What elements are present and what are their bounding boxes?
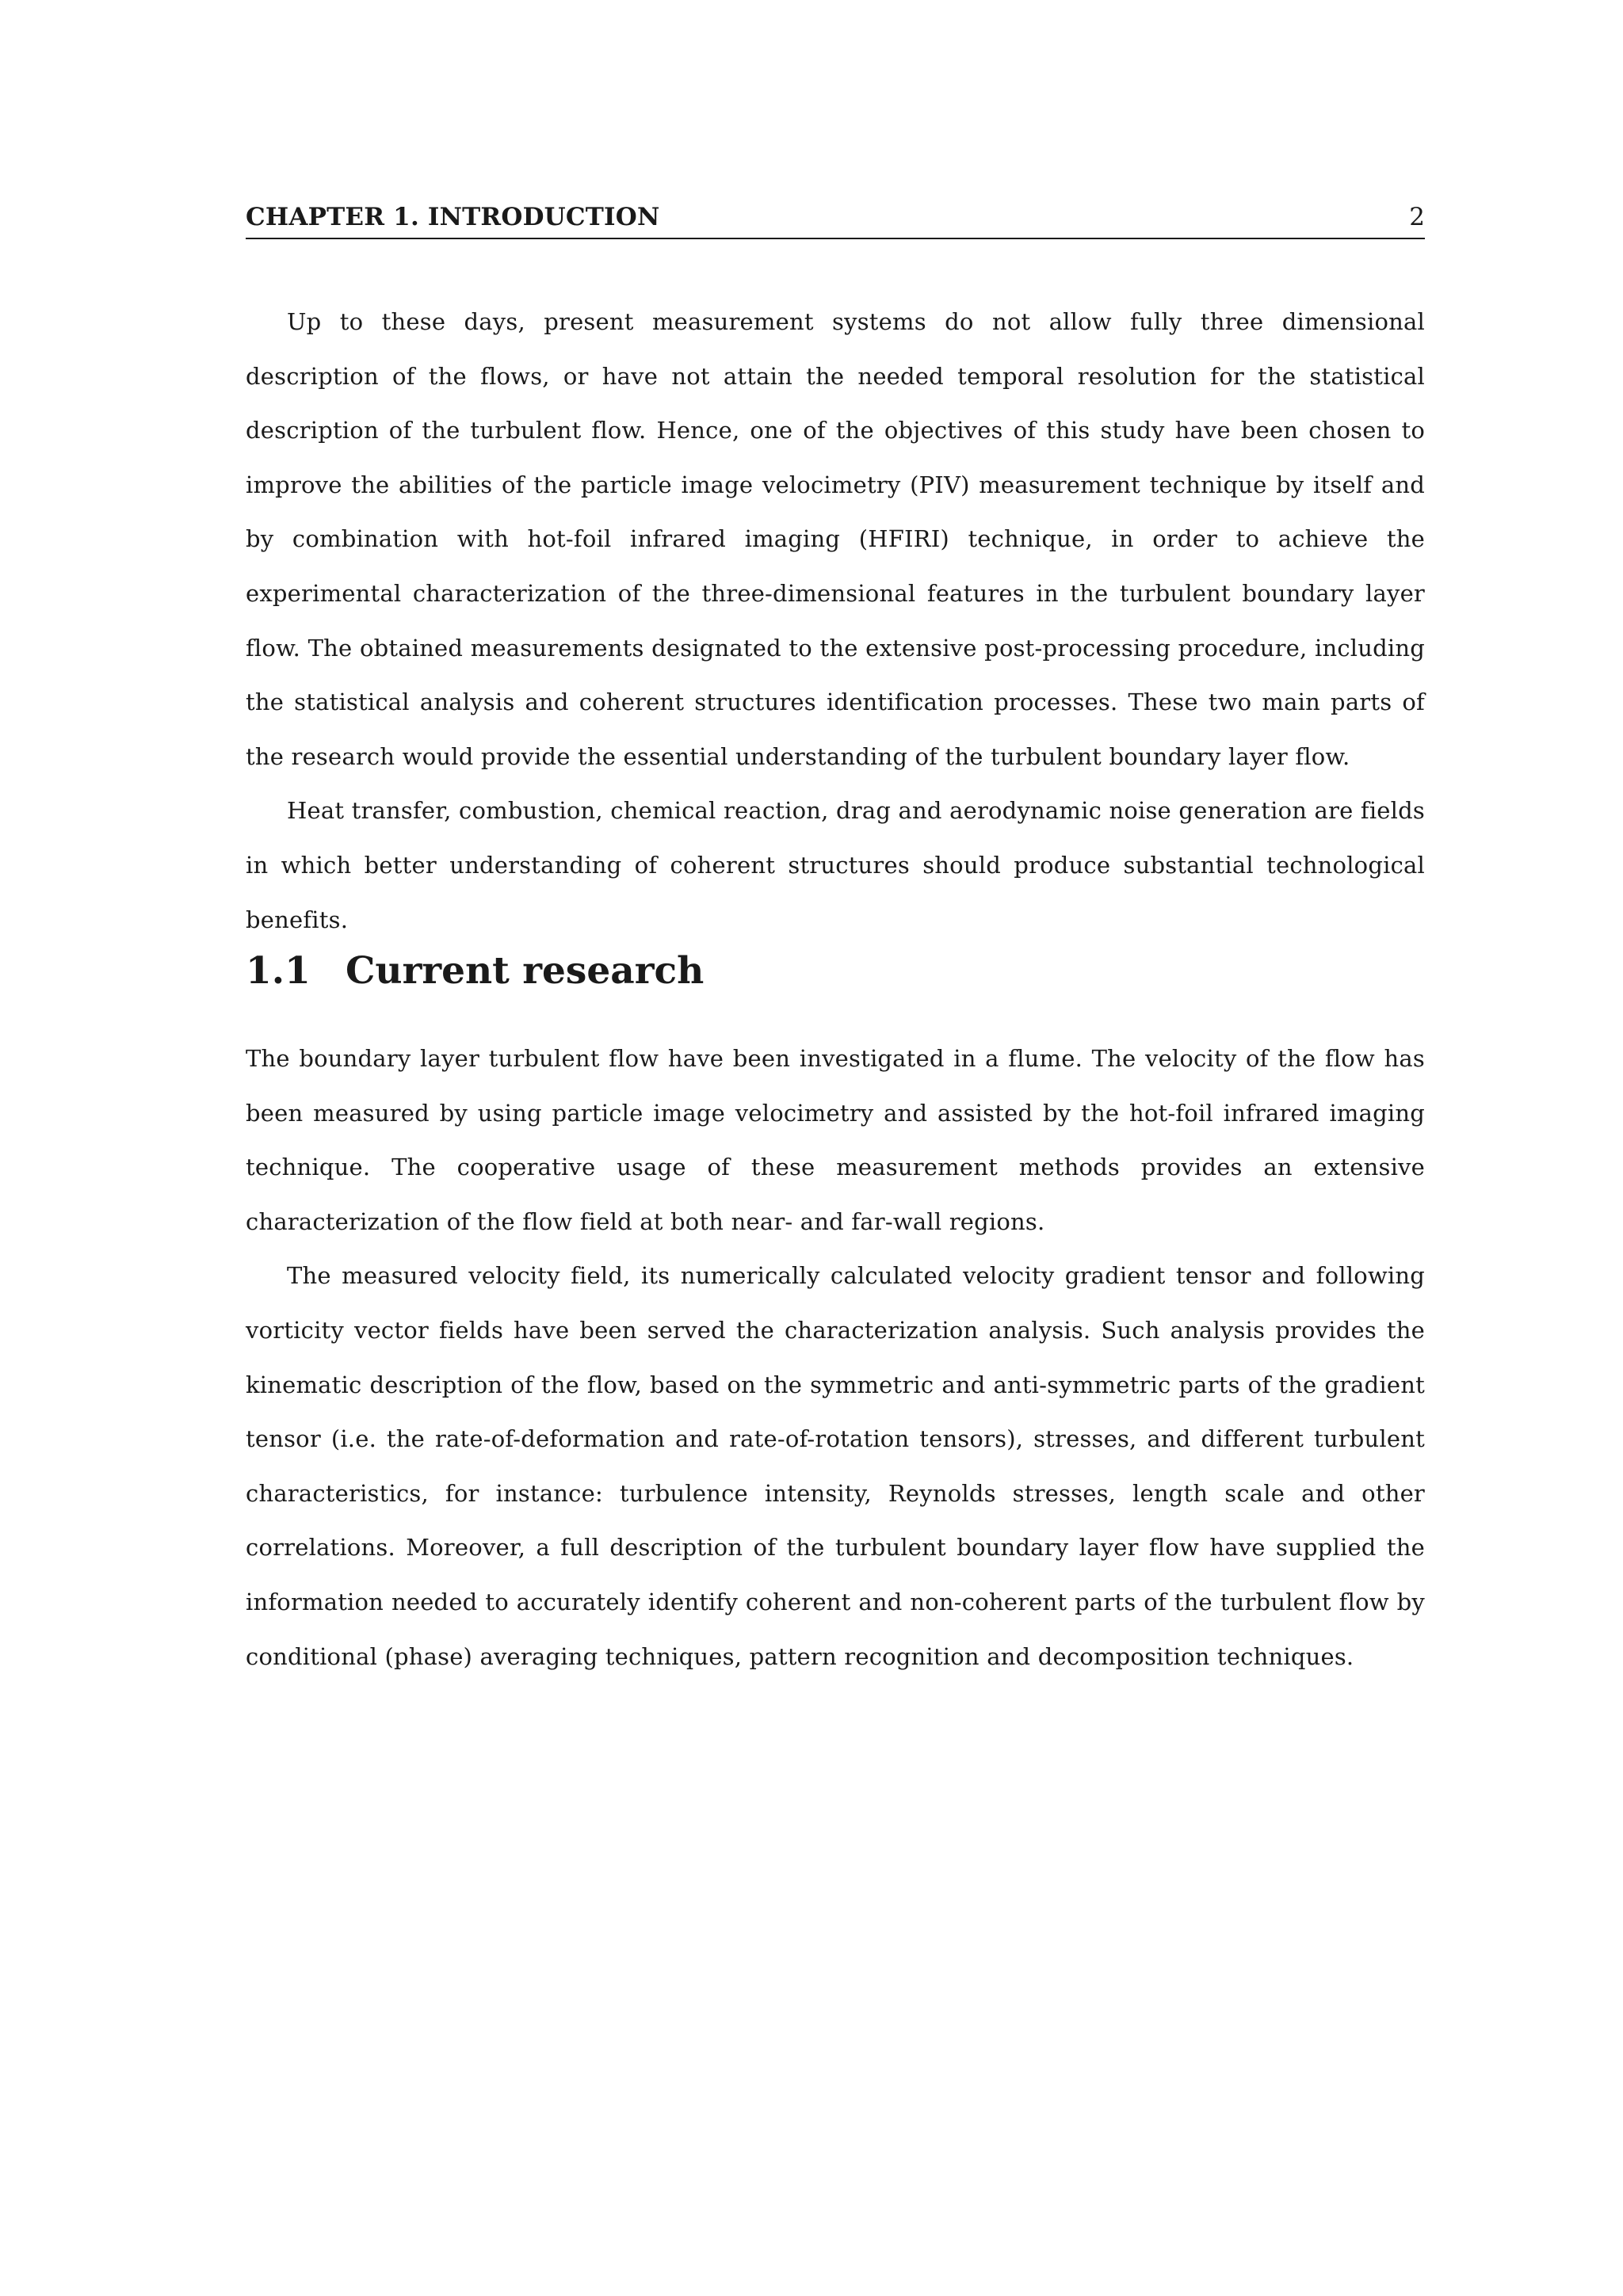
chapter-title: CHAPTER 1. INTRODUCTION (246, 203, 660, 231)
section-paragraph-1: The boundary layer turbulent flow have been investigated in a flume. The velocity of the flow has been measured by using particle image velocimetry and assisted by the hot-foil infrared imaging technique. The cooperative usage of these measurement methods provides an extensive characterization of the flow field at both near- and far-wall regions. (246, 1045, 1425, 1235)
section-paragraph-2: The measured velocity field, its numerically calculated velocity gradient tensor and following vorticity vector fields have been served the characterization analysis. Such analysis provides the kinematic description of the flow, based on the symmetric and anti-symmetric parts of the gradient tensor (i.e. the rate-of-deformation and rate-of-rotation tensors), stresses, and different turbulent characteristics, for instance: turbulence intensity, Reynolds stresses, length scale and other correlations. Moreover, a full description of the turbulent boundary layer flow have supplied the information needed to accurately identify coherent and non-coherent parts of the turbulent flow by conditional (phase) averaging techniques, pattern recognition and decomposition techniques. (246, 1262, 1425, 1670)
intro-body (246, 295, 1425, 947)
intro-paragraph-2: Heat transfer, combustion, chemical reaction, drag and aerodynamic noise generation are fields in which better understanding of coherent structures should produce substantial technological benefits. (246, 797, 1425, 933)
page-number: 2 (1409, 203, 1425, 231)
running-header (246, 201, 1425, 239)
intro-paragraph-1: Up to these days, present measurement systems do not allow fully three dimensional description of the flows, or have not attain the needed temporal resolution for the statistical description of the turbulent flow. Hence, one of the objectives of this study have been chosen to improve the abilities of the particle image velocimetry (PIV) measurement technique by itself and by combination with hot-foil infrared imaging (HFIRI) technique, in order to achieve the experimental characterization of the three-dimensional features in the turbulent boundary layer flow. The obtained measurements designated to the extensive post-processing procedure, including the statistical analysis and coherent structures identification processes. These two main parts of the research would provide the essential understanding of the turbulent boundary layer flow. (246, 308, 1425, 770)
section-heading (246, 948, 1425, 995)
section-title: Current research (346, 949, 705, 993)
section-body (246, 1032, 1425, 1684)
section-number: 1.1 (246, 949, 311, 993)
